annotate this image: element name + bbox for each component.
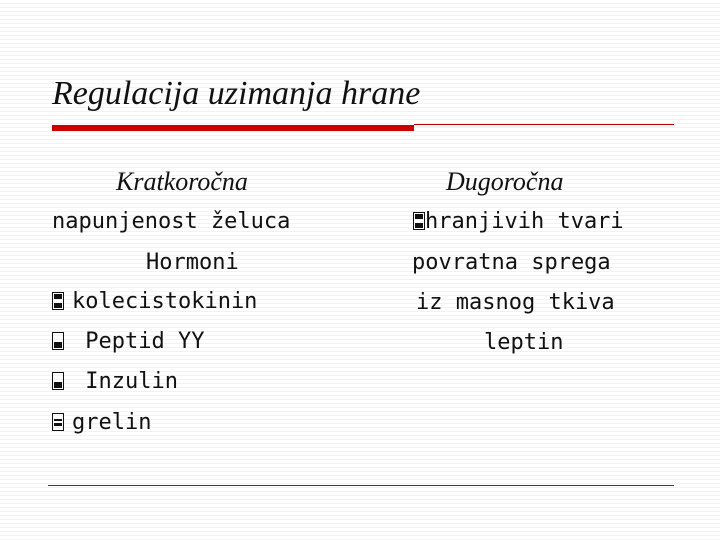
right-line-adipose-text: iz masnog tkiva [416, 290, 615, 315]
hourglass-low-icon [52, 332, 64, 350]
right-line-nutrients [413, 207, 624, 237]
left-line-insulin-text: Inzulin [72, 369, 178, 394]
heading-short-term: Kratkoročna [116, 167, 248, 196]
right-line-feedback [412, 248, 611, 278]
right-line-adipose [416, 288, 615, 318]
hourglass-mid-icon [52, 413, 64, 431]
left-line-ghrelin [52, 408, 151, 438]
bottom-rule [48, 485, 674, 486]
right-line-nutrients-text: hranjivih tvari [425, 209, 624, 234]
left-line-cck-text: kolecistokinin [72, 289, 258, 314]
hourglass-low-icon [52, 372, 64, 390]
left-line-cck [52, 287, 257, 317]
left-line-pyy-text: Peptid YY [72, 329, 205, 354]
slide-title: Regulacija uzimanja hrane [52, 75, 421, 112]
right-line-leptin [484, 328, 563, 358]
left-line-ghrelin-text: grelin [72, 410, 152, 435]
hourglass-icon [52, 292, 64, 310]
hourglass-icon [413, 212, 425, 230]
heading-long-term: Dugoročna [446, 167, 564, 196]
right-line-leptin-text: leptin [484, 330, 564, 355]
left-line-insulin [52, 367, 178, 397]
right-line-feedback-text: povratna sprega [412, 250, 611, 275]
left-line-stomach [52, 207, 290, 237]
left-line-hormones [146, 248, 239, 278]
left-line-hormones-text: Hormoni [146, 250, 239, 275]
left-line-stomach-text: napunjenost želuca [52, 209, 291, 234]
left-line-pyy [52, 327, 204, 357]
title-underline-thin [414, 124, 674, 125]
title-underline-thick [52, 125, 414, 131]
